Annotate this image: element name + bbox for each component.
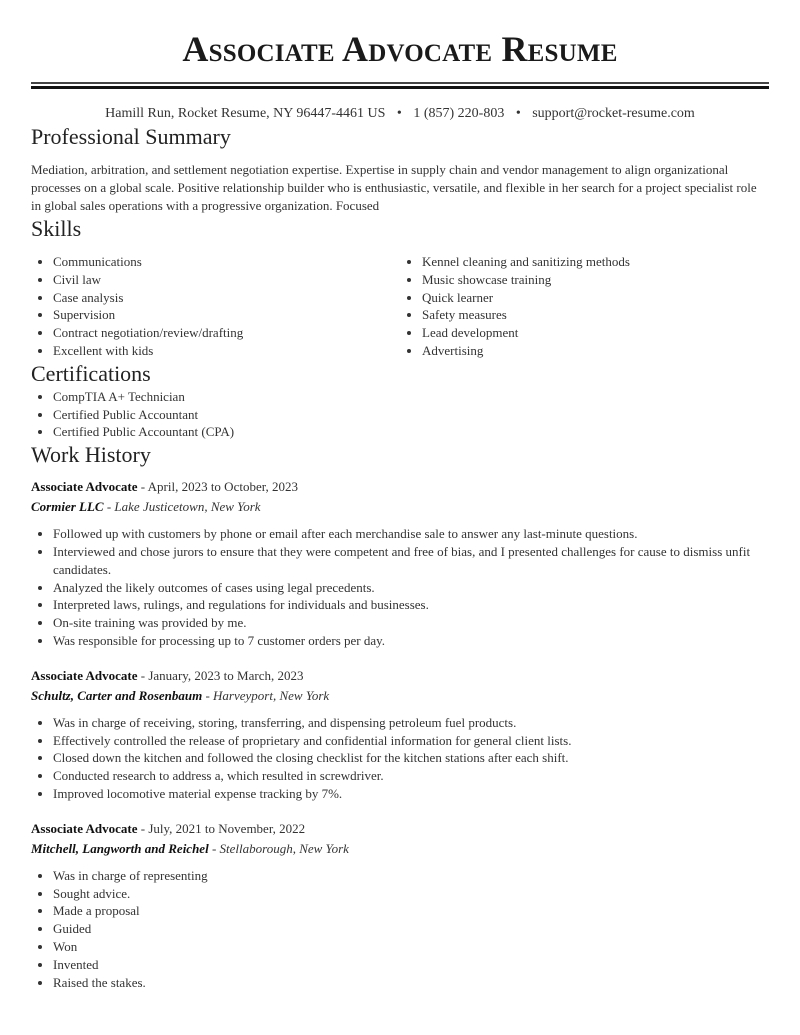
job-bullet: • On-site training was provided by me. xyxy=(53,614,769,632)
job-location: - Stellaborough, New York xyxy=(208,840,349,856)
job-title: Associate Advocate xyxy=(31,667,138,683)
job-title: Associate Advocate xyxy=(31,479,138,495)
job-location: - Lake Justicetown, New York xyxy=(103,499,261,515)
summary-text: Mediation, arbitration, and settlement negotiation expertise. Expertise in supply chain and vendor management to align organizational processes on a global scale. Positive relationship builder who is enthusiastic, versatile, and flexible in her search for a project specialist role in global sales operations with a progressive organization. Focused xyxy=(31,162,757,213)
job-bullets xyxy=(31,714,769,803)
section-heading: Work History xyxy=(31,442,151,468)
header-divider-thick xyxy=(31,86,769,89)
work-history-section xyxy=(31,441,769,991)
certification-item: • Certified Public Accountant (CPA) xyxy=(53,423,769,441)
job-bullet: • Analyzed the likely outcomes of cases using legal precedents. xyxy=(53,579,769,597)
job-company-line xyxy=(31,687,769,705)
job-bullet: • Conducted research to address a, which resulted in screwdriver. xyxy=(53,767,769,785)
skill-item: • Case analysis xyxy=(53,289,400,307)
skill-item: • Lead development xyxy=(422,324,769,342)
skill-item: • Contract negotiation/review/drafting xyxy=(53,324,400,342)
bullet-separator: • xyxy=(515,106,521,121)
contact-email: support@rocket-resume.com xyxy=(532,106,695,121)
contact-address: Hamill Run, Rocket Resume, NY 96447-4461 US xyxy=(105,106,386,121)
job-title: Associate Advocate xyxy=(31,820,138,836)
skills-list-right xyxy=(400,253,769,360)
job-dates: - January, 2023 to March, 2023 xyxy=(137,667,304,683)
job-company-line xyxy=(31,840,769,858)
skills-columns xyxy=(31,253,769,360)
job-bullet: • Interpreted laws, rulings, and regulations for individuals and businesses. xyxy=(53,596,769,614)
job-company-line xyxy=(31,498,769,516)
job-entry xyxy=(31,820,769,992)
job-dates: - July, 2021 to November, 2022 xyxy=(137,820,306,836)
job-bullet: • Won xyxy=(53,938,769,956)
certifications-list xyxy=(31,388,769,441)
job-bullets xyxy=(31,867,769,992)
skill-item: • Advertising xyxy=(422,342,769,360)
job-bullet: • Improved locomotive material expense tracking by 7%. xyxy=(53,785,769,803)
job-bullet: • Effectively controlled the release of proprietary and confidential information for general client lists. xyxy=(53,732,769,750)
skill-item: • Quick learner xyxy=(422,289,769,307)
certification-item: • Certified Public Accountant xyxy=(53,406,769,424)
job-bullet: • Made a proposal xyxy=(53,902,769,920)
header-divider-thin xyxy=(31,82,769,84)
job-company: Schultz, Carter and Rosenbaum xyxy=(31,687,203,703)
job-bullet: • Invented xyxy=(53,956,769,974)
skills-section xyxy=(31,215,769,360)
job-bullet: • Guided xyxy=(53,920,769,938)
job-bullet: • Was in charge of representing xyxy=(53,867,769,885)
bullet-separator: • xyxy=(396,106,402,121)
professional-summary-section xyxy=(31,123,769,215)
certifications-section xyxy=(31,360,769,441)
certification-item: • CompTIA A+ Technician xyxy=(53,388,769,406)
job-title-line xyxy=(31,667,769,685)
job-bullet: • Was in charge of receiving, storing, transferring, and dispensing petroleum fuel products. xyxy=(53,714,769,732)
contact-line xyxy=(31,105,769,123)
contact-phone: 1 (857) 220-803 xyxy=(413,106,505,121)
job-dates: - April, 2023 to October, 2023 xyxy=(137,479,299,495)
job-entry xyxy=(31,478,769,650)
section-heading: Skills xyxy=(31,216,82,241)
skill-item: • Music showcase training xyxy=(422,271,769,289)
skill-item: • Safety measures xyxy=(422,306,769,324)
job-entry xyxy=(31,667,769,803)
job-title-line xyxy=(31,478,769,496)
job-location: - Harveyport, New York xyxy=(202,687,330,703)
section-heading: Certifications xyxy=(31,360,151,386)
skill-item: • Supervision xyxy=(53,306,400,324)
skills-list-left xyxy=(31,253,400,360)
job-bullet: • Followed up with customers by phone or email after each merchandise sale to answer any last-minute questions. xyxy=(53,525,769,543)
section-heading: Professional Summary xyxy=(31,124,231,149)
job-company: Cormier LLC xyxy=(31,499,104,515)
job-bullet: • Raised the stakes. xyxy=(53,974,769,992)
job-bullet: • Was responsible for processing up to 7 customer orders per day. xyxy=(53,632,769,650)
job-bullet: • Sought advice. xyxy=(53,885,769,903)
skill-item: • Kennel cleaning and sanitizing methods xyxy=(422,253,769,271)
job-bullet: • Interviewed and chose jurors to ensure that they were competent and free of bias, and I presented challenges for cause to dismiss unfit candidates. xyxy=(53,543,769,579)
job-company: Mitchell, Langworth and Reichel xyxy=(31,840,209,856)
skill-item: • Civil law xyxy=(53,271,400,289)
job-bullet: • Closed down the kitchen and followed the closing checklist for the kitchen stations after each shift. xyxy=(53,749,769,767)
skill-item: • Excellent with kids xyxy=(53,342,400,360)
resume-title: Associate Advocate Resume xyxy=(182,29,618,69)
skill-item: • Communications xyxy=(53,253,400,271)
job-title-line xyxy=(31,820,769,838)
job-bullets xyxy=(31,525,769,650)
